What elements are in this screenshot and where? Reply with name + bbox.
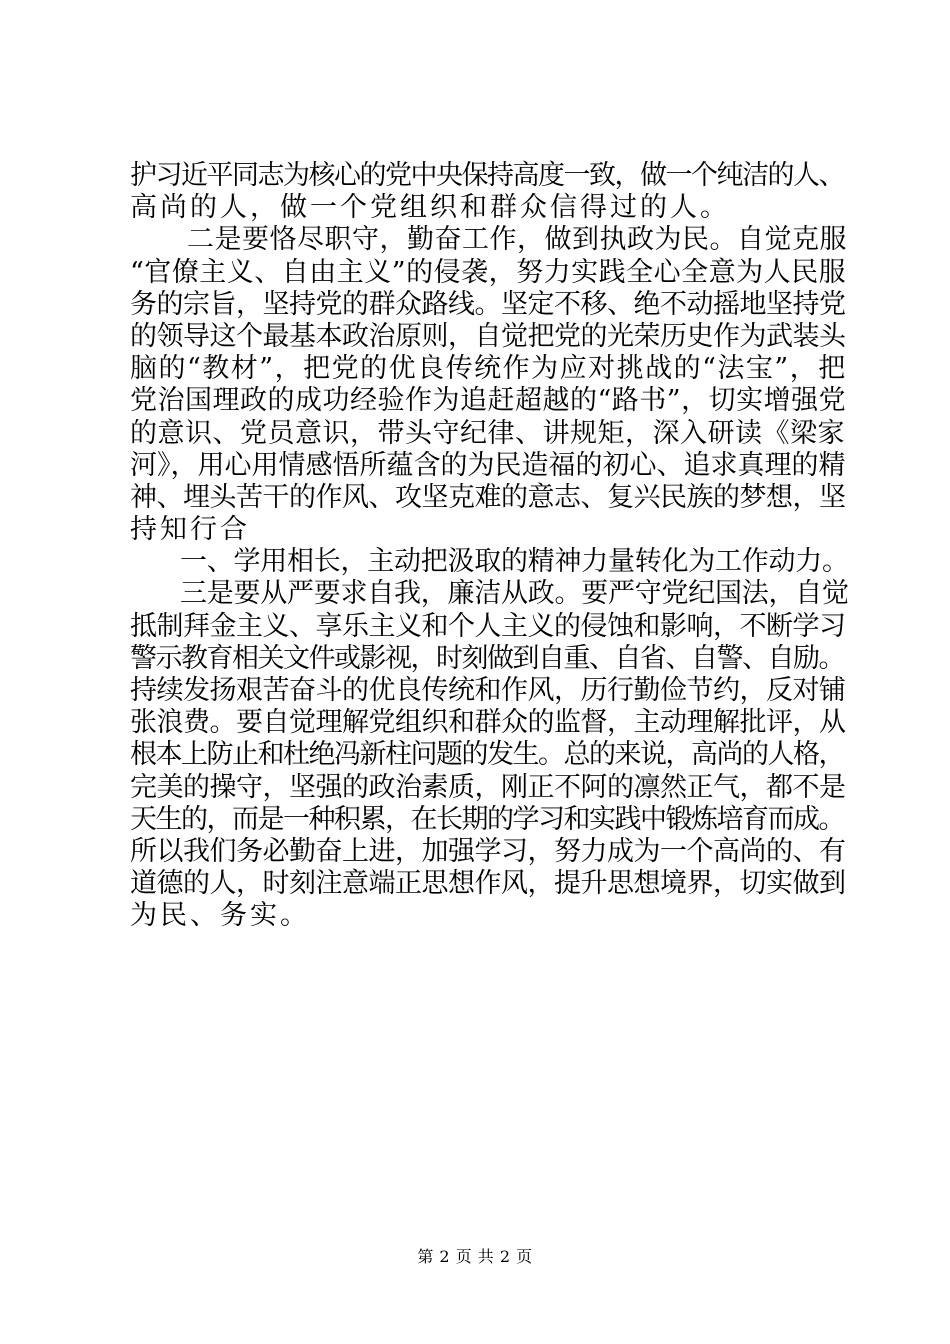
text-line: 为民、务实。 <box>130 900 310 932</box>
document-body <box>130 160 850 933</box>
text-line: 警示教育相关文件或影视，时刻做到自重、自省、自警、自励。 <box>130 642 844 674</box>
text-line: 神、埋头苦干的作风、攻坚克难的意志、复兴民族的梦想，坚 <box>130 481 846 513</box>
text-line: 完美的操守，坚强的政治素质，刚正不阿的凛然正气，都不是 <box>130 771 846 803</box>
text-line: 张浪费。要自觉理解党组织和群众的监督，主动理解批评，从 <box>130 707 846 739</box>
text-line: 持知行合 <box>130 514 250 546</box>
text-line: “官僚主义、自由主义”的侵袭，努力实践全心全意为人民服 <box>130 256 847 288</box>
text-line: 抵制拜金主义、享乐主义和个人主义的侵蚀和影响，不断学习 <box>130 610 846 642</box>
text-line: 河》，用心用情感悟所蕴含的为民造福的初心、追求真理的精 <box>130 449 846 481</box>
page-number-footer: 第 2 页 共 2 页 <box>417 1247 533 1266</box>
text-line: 脑的“教材”，把党的优良传统作为应对挑战的“法宝”，把 <box>130 353 847 385</box>
text-line: 的领导这个最基本政治原则，自觉把党的光荣历史作为武装头 <box>130 320 846 352</box>
text-line: 道德的人，时刻注意端正思想作风，提升思想境界，切实做到 <box>130 868 846 900</box>
text-line: 持续发扬艰苦奋斗的优良传统和作风，历行勤俭节约，反对铺 <box>130 675 846 706</box>
text-line: 党治国理政的成功经验作为追赶超越的“路书”，切实增强党 <box>130 385 847 417</box>
text-line: 高尚的人，做一个党组织和群众信得过的人。 <box>130 192 730 224</box>
text-line: 务的宗旨，坚持党的群众路线。坚定不移、绝不动摇地坚持党 <box>130 288 846 320</box>
text-line: 天生的，而是一种积累，在长期的学习和实践中锻炼培育而成。 <box>130 803 844 835</box>
paragraph-start-line: 二是要恪尽职守，勤奋工作，做到执政为民。自觉克服 <box>187 224 847 256</box>
text-line: 根本上防止和杜绝冯新柱问题的发生。总的来说，高尚的人格， <box>130 739 844 771</box>
text-line: 护习近平同志为核心的党中央保持高度一致，做一个纯洁的人、 <box>130 160 844 191</box>
text-line: 所以我们务必勤奋上进，加强学习，努力成为一个高尚的、有 <box>130 835 846 867</box>
paragraph-start-line: 一、学用相长，主动把汲取的精神力量转化为工作动力。 <box>180 546 849 578</box>
text-line: 的意识、党员意识，带头守纪律、讲规矩，深入研读《梁家 <box>130 417 845 449</box>
paragraph-start-line: 三是要从严要求自我，廉洁从政。要严守党纪国法，自觉 <box>180 578 849 610</box>
